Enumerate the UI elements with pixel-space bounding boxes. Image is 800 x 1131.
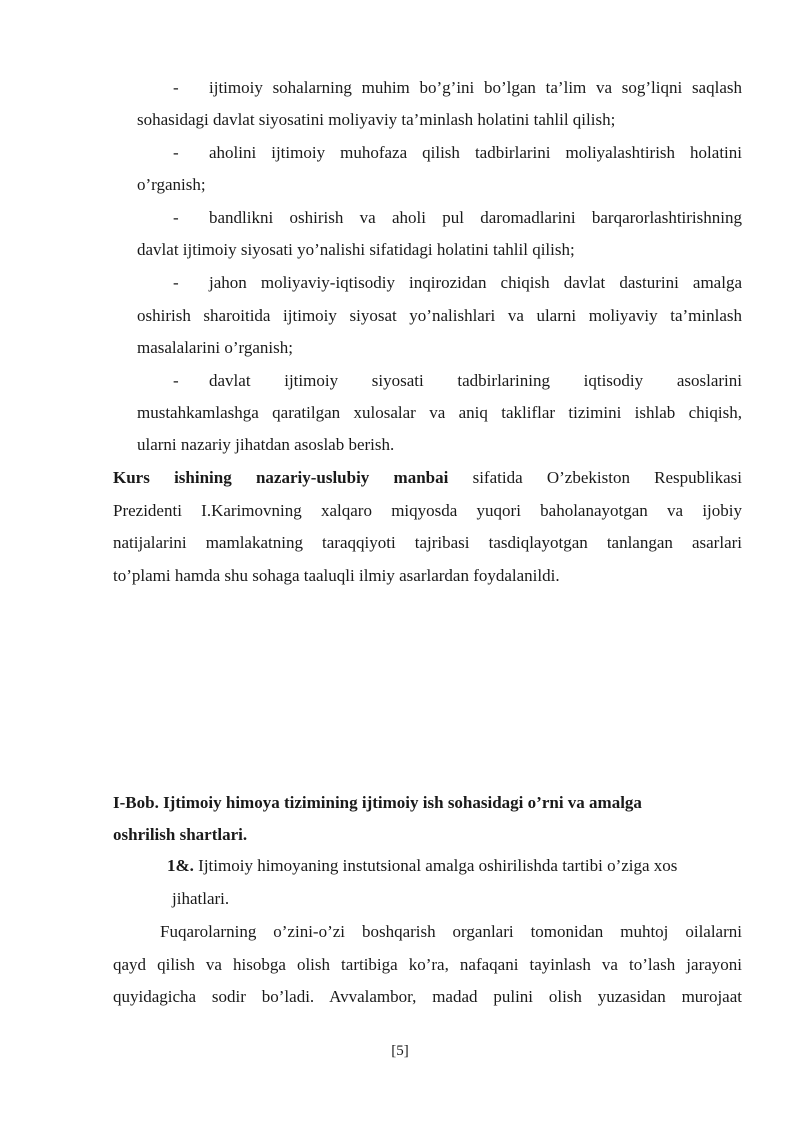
source-paragraph-lead: Kurs ishining nazariy-uslubiy manbai bbox=[113, 468, 449, 487]
chapter-title: I-Bob. Ijtimoiy himoya tizimining ijtimoiy ish sohasidagi o’rni va amalga bbox=[113, 793, 642, 812]
body-paragraph-line: Fuqarolarning o’zini-o’zi boshqarish organlari tomonidan muhtoj oilalarni bbox=[160, 922, 742, 941]
list-item-line: jahon moliyaviy-iqtisodiy inqirozidan chiqish davlat dasturini amalga bbox=[209, 273, 742, 292]
list-item-line: bandlikni oshirish va aholi pul daromadlarini barqarorlashtirishning bbox=[209, 208, 742, 227]
list-item-line: aholini ijtimoiy muhofaza qilish tadbirlarini moliyalashtirish holatini bbox=[209, 143, 742, 162]
section-number: 1&. bbox=[167, 856, 194, 875]
source-paragraph-line: Prezidenti I.Karimovning xalqaro miqyosda yuqori baholanayotgan va ijobiy bbox=[113, 501, 742, 520]
body-paragraph-line: quyidagicha sodir bo’ladi. Avvalambor, madad pulini olish yuzasidan murojaat bbox=[113, 987, 742, 1006]
list-bullet-marker: - bbox=[173, 143, 179, 162]
list-item-line: davlat ijtimoiy siyosati yo’nalishi sifatidagi holatini tahlil qilish; bbox=[137, 240, 575, 259]
source-paragraph-line: to’plami hamda shu sohaga taaluqli ilmiy asarlardan foydalanildi. bbox=[113, 566, 560, 585]
list-bullet-marker: - bbox=[173, 273, 179, 292]
list-item-line: sohasidagi davlat siyosatini moliyaviy ta’minlash holatini tahlil qilish; bbox=[137, 110, 616, 129]
chapter-title: oshrilish shartlari. bbox=[113, 825, 248, 844]
source-paragraph-line: natijalarini mamlakatning taraqqiyoti tajribasi tasdiqlayotgan tanlangan asarlari bbox=[113, 533, 742, 552]
list-item-line: o’rganish; bbox=[137, 175, 206, 194]
body-paragraph-line: qayd qilish va hisobga olish tartibiga ko’ra, nafaqani tayinlash va to’lash jarayoni bbox=[113, 955, 742, 974]
list-item-line: oshirish sharoitida ijtimoiy siyosat yo’nalishlari va ularni moliyaviy ta’minlash bbox=[137, 306, 742, 325]
list-item-line: mustahkamlashga qaratilgan xulosalar va aniq takliflar tizimini ishlab chiqish, bbox=[137, 403, 742, 422]
list-item-line: masalalarini o’rganish; bbox=[137, 338, 293, 357]
list-bullet-marker: - bbox=[173, 371, 179, 390]
source-paragraph-line bbox=[113, 467, 742, 489]
source-paragraph-text: sifatida O’zbekiston Respublikasi bbox=[472, 468, 743, 487]
list-bullet-marker: - bbox=[173, 208, 179, 227]
section-title bbox=[167, 855, 677, 877]
list-item-line: ijtimoiy sohalarning muhim bo’g’ini bo’lgan ta’lim va sog’liqni saqlash bbox=[209, 78, 742, 97]
section-title: jihatlari. bbox=[172, 889, 230, 908]
list-item-line: ularni nazariy jihatdan asoslab berish. bbox=[137, 435, 395, 454]
page-number: [5] bbox=[391, 1043, 409, 1059]
list-bullet-marker: - bbox=[173, 78, 179, 97]
section-title-text: Ijtimoiy himoyaning instutsional amalga oshirilishda tartibi o’ziga xos bbox=[198, 856, 678, 875]
list-item-line: davlat ijtimoiy siyosati tadbirlarining iqtisodiy asoslarini bbox=[209, 371, 742, 390]
